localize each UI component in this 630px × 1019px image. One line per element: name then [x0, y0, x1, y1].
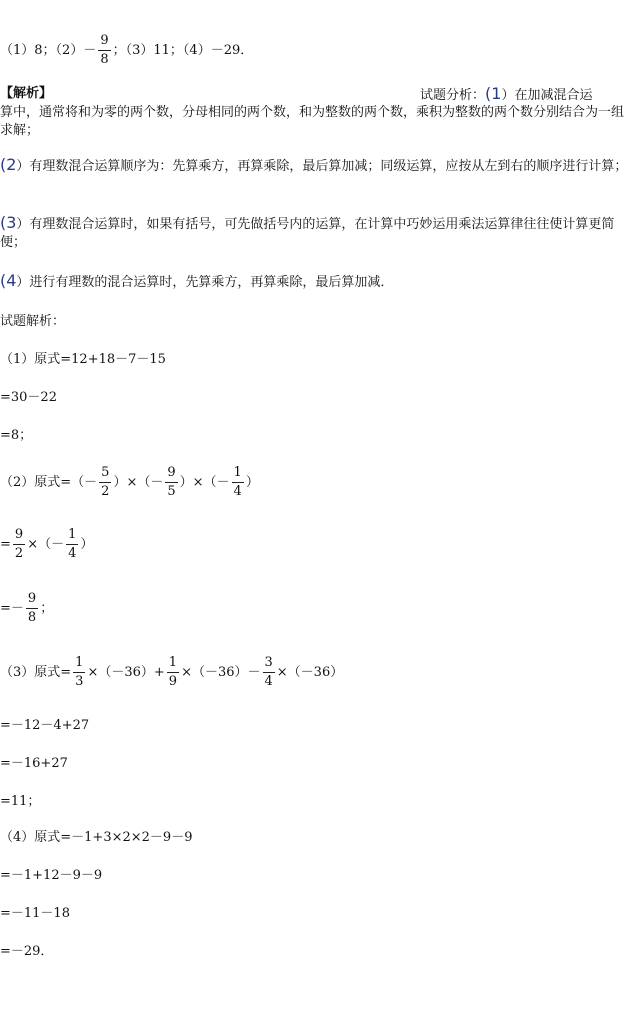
- s3-line-3: =－16+27: [0, 756, 68, 771]
- s2-text-a: （2）原式=（－: [0, 475, 98, 490]
- s3-line-2: =－12－4+27: [0, 718, 90, 733]
- s2-fraction-6: $\frac{9}{8}$: [27, 591, 37, 625]
- analysis-title: 试题分析：: [420, 88, 486, 103]
- analysis-text-4: ）进行有理数的混合运算时，先算乘方，再算乘除，最后算加减．: [16, 275, 394, 290]
- s2-fraction-3: $\frac{1}{4}$: [233, 465, 242, 499]
- s3-line-4: =11；: [0, 794, 41, 809]
- answer-fraction: $\frac{9}{8}$: [100, 33, 109, 67]
- analysis-text-2: ）有理数混合运算顺序为：先算乘方，再算乘除，最后算加减；同级运算，应按从左到右的顺序进行计算；: [16, 159, 628, 174]
- analysis-title-line: [420, 86, 592, 104]
- s4-line-1: （4）原式=－1+3×2×2－9－9: [0, 830, 193, 845]
- s2-text-i: ；: [40, 601, 54, 616]
- analysis-text-3: ）有理数混合运算时，如果有括号，可先做括号内的运算，在计算中巧妙运用乘法运算律往往使计算更简便；: [0, 217, 615, 250]
- analysis-text-1-cont: 算中，通常将和为零的两个数，分母相同的两个数，和为整数的两个数，乘积为整数的两个数分别结合为一组求解；: [0, 105, 625, 138]
- s2-text-b: ）×（－: [113, 475, 164, 490]
- s1-line-1: （1）原式=12+18－7－15: [0, 352, 166, 367]
- s2-text-f: ×（－: [27, 537, 65, 552]
- s1-line-3: =8；: [0, 428, 33, 443]
- answer-line: [0, 34, 253, 67]
- s3-fraction-1: $\frac{1}{3}$: [75, 655, 84, 689]
- s2-text-h: =－: [0, 601, 24, 616]
- analysis-label: 【解析】: [0, 86, 53, 101]
- s2-fraction-4: $\frac{9}{2}$: [14, 527, 24, 561]
- s2-fraction-1: $\frac{5}{2}$: [101, 465, 110, 499]
- s2-line-1: [0, 466, 259, 499]
- s2-text-d: ）: [245, 475, 259, 490]
- s4-line-3: =－11－18: [0, 906, 70, 921]
- analysis-item-3: [0, 214, 628, 252]
- s2-fraction-2: $\frac{9}{5}$: [167, 465, 176, 499]
- s2-text-g: ）: [80, 537, 94, 552]
- analysis-text-1: ）在加减混合运: [501, 88, 593, 103]
- analysis-item-2: [0, 156, 628, 176]
- s2-line-3: [0, 592, 53, 625]
- s2-text-c: ）×（－: [179, 475, 230, 490]
- analysis-item-4: [0, 272, 628, 292]
- s3-text-b: ×（－36）+: [87, 665, 165, 680]
- answer-part1: （1）8；（2）－: [0, 43, 97, 58]
- solution-title: 试题解析：: [0, 314, 66, 329]
- s3-fraction-3: $\frac{3}{4}$: [264, 655, 273, 689]
- answer-part2: ；（3）11；（4）－29．: [112, 43, 254, 58]
- analysis-num-3: (3: [0, 213, 17, 232]
- analysis-num-1: (1: [485, 84, 502, 103]
- s3-text-d: ×（－36）: [276, 665, 344, 680]
- s4-line-2: =－1+12－9－9: [0, 868, 103, 883]
- s4-line-4: =－29．: [0, 944, 54, 959]
- s3-line-1: [0, 656, 343, 689]
- analysis-num-4: (4: [0, 271, 17, 290]
- s2-line-2: [0, 528, 93, 561]
- analysis-num-2: (2: [0, 155, 17, 174]
- s1-line-2: =30－22: [0, 390, 57, 405]
- s3-text-c: ×（－36）－: [181, 665, 261, 680]
- s3-fraction-2: $\frac{1}{9}$: [168, 655, 178, 689]
- s3-text-a: （3）原式=: [0, 665, 72, 680]
- s2-fraction-5: $\frac{1}{4}$: [68, 527, 77, 561]
- s2-text-e: =: [0, 537, 11, 552]
